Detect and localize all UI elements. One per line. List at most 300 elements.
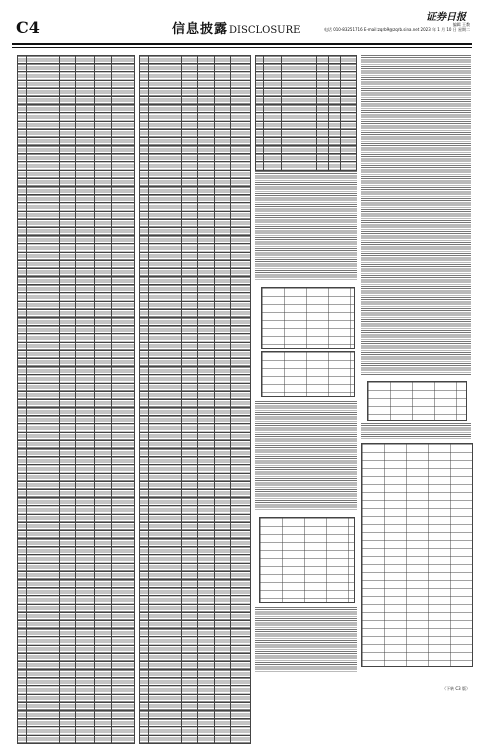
table-cell (148, 391, 181, 399)
table-cell (215, 301, 231, 309)
table-cell (60, 318, 76, 326)
table-row (18, 465, 135, 473)
table-cell (230, 514, 250, 522)
table-cell (76, 580, 95, 588)
table-cell (328, 88, 340, 96)
table-cell (27, 252, 60, 260)
table-cell (215, 555, 231, 563)
table-cell (76, 227, 95, 235)
table-row (18, 645, 135, 653)
table-cell (182, 137, 198, 145)
table-cell (148, 146, 181, 154)
table-cell (140, 670, 149, 678)
table-cell (95, 260, 111, 268)
table-cell (264, 56, 282, 64)
table-cell (111, 711, 134, 719)
table-cell (60, 498, 76, 506)
table-row (18, 522, 135, 530)
table-cell (111, 424, 134, 432)
table-cell (148, 727, 181, 735)
table-cell (215, 334, 231, 342)
table-cell (18, 88, 27, 96)
table-cell (27, 113, 60, 121)
table-cell (197, 203, 215, 211)
table-row (256, 105, 357, 113)
table-row (18, 260, 135, 268)
table-cell (215, 522, 231, 530)
table-cell (18, 96, 27, 104)
table-row (18, 277, 135, 285)
table-cell (95, 162, 111, 170)
table-cell (111, 80, 134, 88)
table-cell (95, 309, 111, 317)
table-cell (182, 489, 198, 497)
table-cell (27, 596, 60, 604)
table-cell (256, 88, 264, 96)
table-row (140, 678, 251, 686)
table-cell (60, 653, 76, 661)
table-cell (111, 137, 134, 145)
table-cell (60, 236, 76, 244)
table-cell (76, 383, 95, 391)
table-cell (316, 113, 328, 121)
table-row (18, 629, 135, 637)
table-cell (197, 309, 215, 317)
table-cell (27, 334, 60, 342)
table-cell (148, 563, 181, 571)
table-cell (215, 530, 231, 538)
table-cell (182, 719, 198, 727)
table-cell (197, 522, 215, 530)
data-table-large (361, 443, 473, 667)
table-cell (76, 162, 95, 170)
table-cell (340, 154, 356, 162)
table-cell (148, 539, 181, 547)
table-cell (148, 670, 181, 678)
table-cell (111, 178, 134, 186)
table-cell (111, 670, 134, 678)
table-cell (95, 367, 111, 375)
table-cell (215, 318, 231, 326)
table-cell (76, 342, 95, 350)
table-cell (140, 211, 149, 219)
table-cell (264, 105, 282, 113)
table-cell (230, 399, 250, 407)
table-row (18, 350, 135, 358)
table-row (140, 170, 251, 178)
table-cell (76, 686, 95, 694)
table-cell (230, 301, 250, 309)
table-cell (60, 244, 76, 252)
table-cell (76, 661, 95, 669)
table-cell (140, 596, 149, 604)
table-row (140, 285, 251, 293)
table-cell (111, 481, 134, 489)
table-cell (215, 719, 231, 727)
table-cell (140, 686, 149, 694)
table-cell (27, 727, 60, 735)
table-cell (215, 702, 231, 710)
table-row (18, 588, 135, 596)
table-cell (140, 203, 149, 211)
table-cell (76, 260, 95, 268)
table-cell (264, 80, 282, 88)
table-cell (111, 301, 134, 309)
table-row (18, 678, 135, 686)
table-cell (197, 604, 215, 612)
table-row (18, 539, 135, 547)
table-cell (256, 64, 264, 72)
table-cell (27, 465, 60, 473)
table-cell (27, 129, 60, 137)
table-cell (18, 326, 27, 334)
table-cell (328, 129, 340, 137)
table-cell (148, 440, 181, 448)
table-cell (60, 342, 76, 350)
table-cell (60, 686, 76, 694)
table-cell (111, 571, 134, 579)
table-cell (197, 375, 215, 383)
table-cell (182, 113, 198, 121)
table-cell (76, 252, 95, 260)
table-cell (27, 358, 60, 366)
table-cell (95, 318, 111, 326)
table-cell (27, 620, 60, 628)
table-cell (95, 612, 111, 620)
table-cell (197, 187, 215, 195)
table-row (140, 129, 251, 137)
table-cell (148, 637, 181, 645)
table-cell (76, 481, 95, 489)
table-row (140, 105, 251, 113)
table-cell (111, 506, 134, 514)
table-cell (111, 88, 134, 96)
table-cell (182, 645, 198, 653)
table-cell (27, 498, 60, 506)
table-cell (18, 547, 27, 555)
table-cell (282, 121, 316, 129)
table-row (140, 580, 251, 588)
table-cell (148, 547, 181, 555)
table-cell (197, 678, 215, 686)
table-cell (148, 56, 181, 64)
table-cell (148, 72, 181, 80)
table-cell (215, 489, 231, 497)
table-cell (95, 620, 111, 628)
table-cell (197, 424, 215, 432)
table-cell (140, 678, 149, 686)
table-cell (140, 88, 149, 96)
table-cell (60, 391, 76, 399)
table-cell (111, 244, 134, 252)
table-row (18, 301, 135, 309)
table-cell (197, 596, 215, 604)
table-cell (148, 88, 181, 96)
table-cell (140, 301, 149, 309)
table-cell (182, 612, 198, 620)
table-cell (215, 432, 231, 440)
table-cell (27, 326, 60, 334)
table-cell (18, 416, 27, 424)
table-cell (230, 252, 250, 260)
table-cell (76, 334, 95, 342)
table-row (140, 711, 251, 719)
table-cell (18, 211, 27, 219)
table-cell (18, 653, 27, 661)
table-cell (111, 121, 134, 129)
table-cell (182, 219, 198, 227)
table-row (18, 129, 135, 137)
table-cell (230, 375, 250, 383)
table-cell (230, 530, 250, 538)
table-cell (230, 318, 250, 326)
table-cell (215, 604, 231, 612)
table-cell (27, 260, 60, 268)
table-cell (182, 170, 198, 178)
table-cell (111, 473, 134, 481)
table-row (140, 309, 251, 317)
table-cell (282, 72, 316, 80)
table-cell (282, 88, 316, 96)
table-cell (148, 489, 181, 497)
table-cell (197, 580, 215, 588)
table-cell (197, 489, 215, 497)
table-cell (230, 244, 250, 252)
table-cell (197, 342, 215, 350)
table-cell (95, 72, 111, 80)
table-cell (197, 719, 215, 727)
table-cell (111, 653, 134, 661)
table-cell (215, 620, 231, 628)
table-cell (111, 72, 134, 80)
table-cell (18, 121, 27, 129)
table-cell (197, 465, 215, 473)
data-table-small (261, 287, 355, 349)
table-row (18, 170, 135, 178)
table-cell (76, 465, 95, 473)
header-meta (324, 22, 470, 32)
table-cell (148, 506, 181, 514)
table-row (140, 719, 251, 727)
table-cell (111, 293, 134, 301)
table-cell (230, 653, 250, 661)
table-cell (60, 506, 76, 514)
table-cell (111, 539, 134, 547)
table-cell (140, 391, 149, 399)
table-cell (197, 612, 215, 620)
table-row (18, 563, 135, 571)
table-cell (215, 342, 231, 350)
table-cell (230, 735, 250, 743)
table-cell (18, 383, 27, 391)
table-cell (264, 113, 282, 121)
table-cell (95, 227, 111, 235)
table-row (18, 449, 135, 457)
table-cell (95, 96, 111, 104)
table-cell (60, 555, 76, 563)
table-cell (148, 129, 181, 137)
table-cell (140, 530, 149, 538)
table-cell (27, 580, 60, 588)
table-cell (182, 244, 198, 252)
table-cell (197, 358, 215, 366)
table-cell (95, 334, 111, 342)
table-cell (27, 637, 60, 645)
table-cell (182, 596, 198, 604)
table-cell (230, 137, 250, 145)
table-cell (230, 96, 250, 104)
table-cell (215, 424, 231, 432)
table-cell (76, 211, 95, 219)
table-cell (316, 105, 328, 113)
table-cell (230, 702, 250, 710)
table-cell (18, 227, 27, 235)
table-row (256, 162, 357, 170)
table-cell (148, 162, 181, 170)
table-cell (27, 449, 60, 457)
table-cell (182, 547, 198, 555)
table-row (140, 236, 251, 244)
table-cell (60, 473, 76, 481)
table-cell (182, 727, 198, 735)
table-cell (182, 637, 198, 645)
table-cell (27, 72, 60, 80)
table-cell (18, 571, 27, 579)
table-row (18, 318, 135, 326)
table-cell (182, 293, 198, 301)
table-cell (111, 580, 134, 588)
table-cell (27, 678, 60, 686)
table-cell (215, 473, 231, 481)
table-cell (230, 670, 250, 678)
table-cell (148, 580, 181, 588)
table-cell (27, 80, 60, 88)
table-cell (76, 489, 95, 497)
table-cell (197, 547, 215, 555)
table-cell (215, 727, 231, 735)
table-cell (148, 326, 181, 334)
table-cell (256, 113, 264, 121)
table-cell (76, 596, 95, 604)
table-cell (76, 277, 95, 285)
table-cell (60, 580, 76, 588)
table-cell (140, 375, 149, 383)
table-cell (18, 277, 27, 285)
table-cell (182, 268, 198, 276)
table-cell (264, 137, 282, 145)
table-cell (18, 375, 27, 383)
table-cell (282, 154, 316, 162)
table-row (18, 96, 135, 104)
table-cell (230, 227, 250, 235)
section-title-cn: 信息披露 (172, 22, 229, 37)
table-row (140, 391, 251, 399)
table-row (140, 547, 251, 555)
table-cell (197, 334, 215, 342)
table-cell (95, 80, 111, 88)
table-cell (148, 498, 181, 506)
table-row (18, 571, 135, 579)
table-cell (197, 105, 215, 113)
table-cell (95, 449, 111, 457)
table-cell (60, 440, 76, 448)
table-cell (60, 735, 76, 743)
table-cell (282, 137, 316, 145)
table-cell (182, 629, 198, 637)
table-cell (215, 506, 231, 514)
table-cell (111, 268, 134, 276)
table-cell (76, 588, 95, 596)
table-cell (148, 702, 181, 710)
table-cell (111, 694, 134, 702)
table-cell (18, 539, 27, 547)
table-cell (230, 64, 250, 72)
table-cell (18, 56, 27, 64)
table-cell (60, 195, 76, 203)
table-cell (316, 64, 328, 72)
body-text (255, 401, 357, 511)
table-cell (148, 80, 181, 88)
table-row (140, 661, 251, 669)
editor-line: 编辑 王教 (452, 22, 470, 27)
table-cell (182, 391, 198, 399)
table-cell (60, 588, 76, 596)
table-cell (230, 440, 250, 448)
table-cell (111, 367, 134, 375)
table-row (140, 506, 251, 514)
table-cell (148, 514, 181, 522)
table-cell (27, 301, 60, 309)
table-row (18, 236, 135, 244)
table-cell (140, 350, 149, 358)
table-row (18, 506, 135, 514)
table-row (140, 449, 251, 457)
table-cell (76, 530, 95, 538)
table-cell (140, 121, 149, 129)
table-cell (76, 293, 95, 301)
table-row (140, 203, 251, 211)
table-cell (95, 530, 111, 538)
table-row (140, 80, 251, 88)
masthead (12, 12, 472, 42)
table-row (140, 694, 251, 702)
table-cell (95, 293, 111, 301)
body-text (255, 171, 357, 281)
table-cell (182, 580, 198, 588)
table-cell (95, 596, 111, 604)
table-row (140, 727, 251, 735)
table-cell (76, 432, 95, 440)
table-cell (215, 309, 231, 317)
table-cell (182, 260, 198, 268)
table-cell (215, 293, 231, 301)
table-cell (230, 358, 250, 366)
table-cell (95, 64, 111, 72)
table-cell (148, 432, 181, 440)
table-cell (340, 121, 356, 129)
table-cell (111, 342, 134, 350)
table-cell (27, 350, 60, 358)
table-cell (18, 162, 27, 170)
table-cell (111, 612, 134, 620)
table-cell (182, 449, 198, 457)
table-cell (27, 702, 60, 710)
table-cell (230, 481, 250, 489)
table-row (140, 432, 251, 440)
table-cell (148, 711, 181, 719)
table-cell (140, 440, 149, 448)
table-cell (76, 506, 95, 514)
